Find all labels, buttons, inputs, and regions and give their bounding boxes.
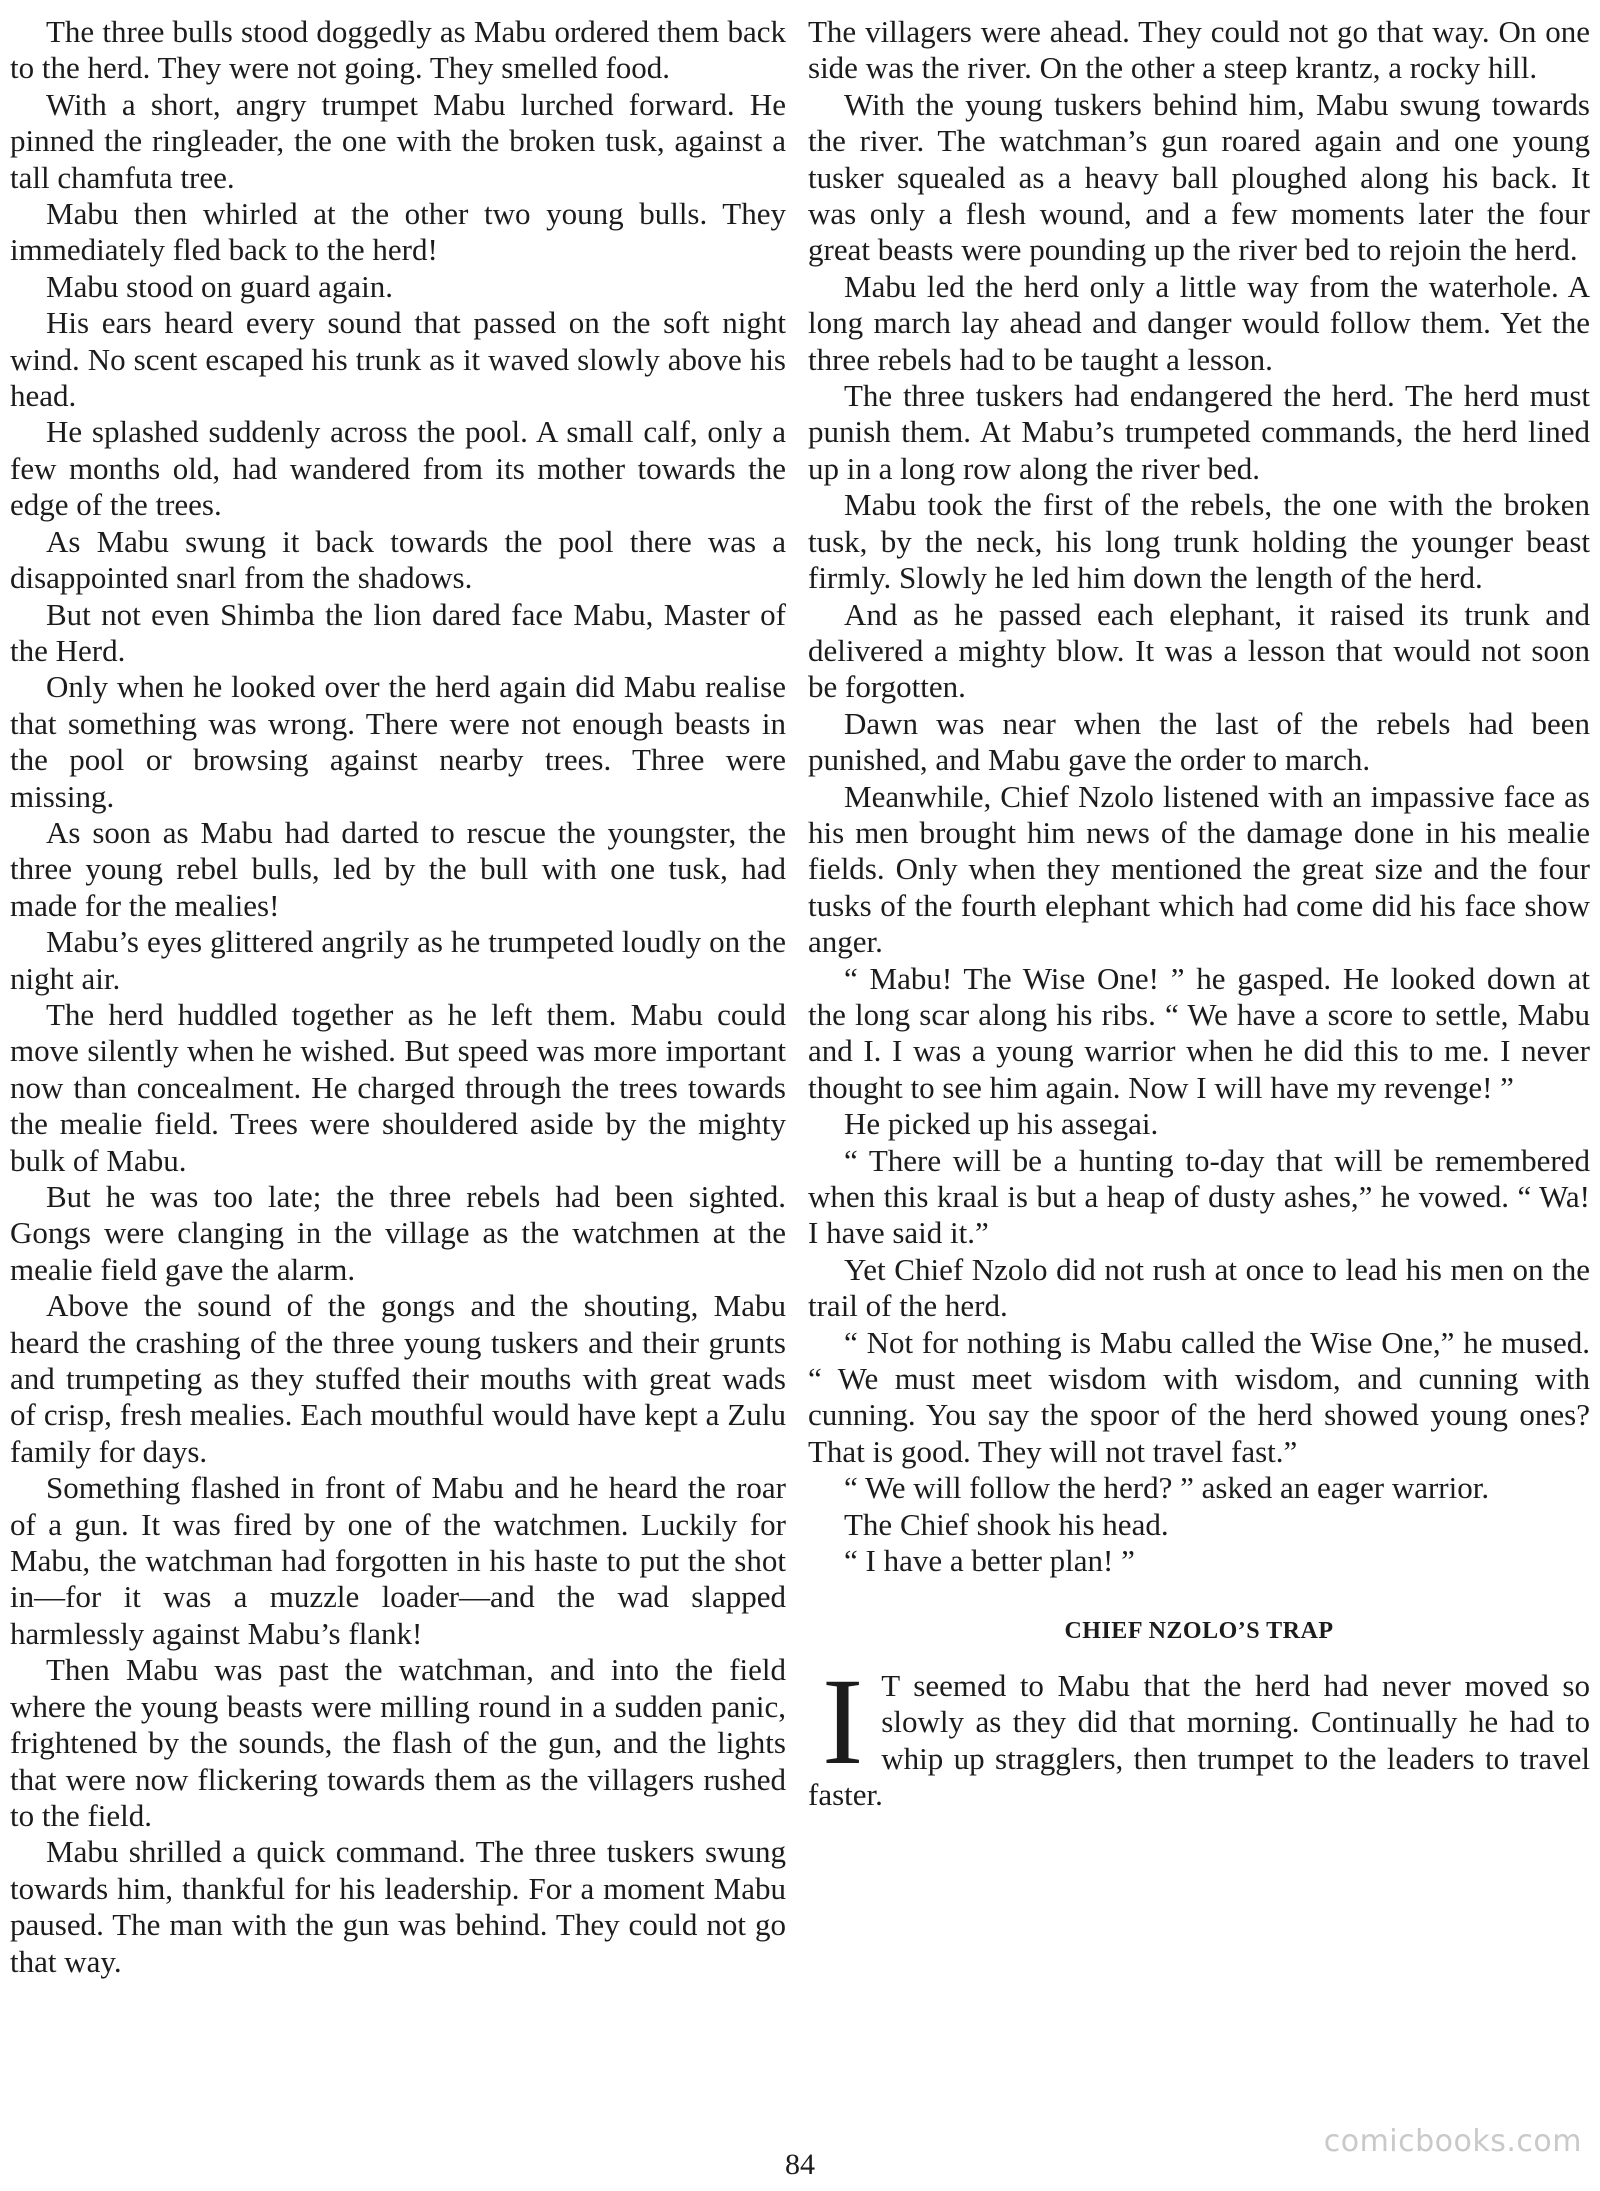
paragraph: Mabu’s eyes glittered angrily as he trumpeted loudly on the night air. (10, 924, 786, 996)
section-heading: CHIEF NZOLO’S TRAP (1064, 1618, 1334, 1645)
paragraph: Dawn was near when the last of the rebels had been punished, and Mabu gave the order to march. (808, 705, 1590, 778)
paragraph: Mabu then whirled at the other two young bulls. They immediately fled back to the herd! (10, 196, 786, 268)
paragraph: Mabu led the herd only a little way from the waterhole. A long march lay ahead and danger would follow them. Yet the three rebels had to be taught a lesson. (808, 268, 1590, 377)
paragraph: With the young tuskers behind him, Mabu swung towards the river. The watchman’s gun roared again and one young tusker squealed as a heavy ball ploughed along his back. It was only a flesh wound, and a few moments later the four great beasts were pounding up the river bed to rejoin the herd. (808, 86, 1590, 268)
right-column (808, 14, 1590, 1814)
paragraph: Mabu took the first of the rebels, the one with the broken tusk, by the neck, his long trunk holding the younger beast firmly. Slowly he led him down the length of the herd. (808, 487, 1590, 596)
paragraph: “ Mabu! The Wise One! ” he gasped. He looked down at the long scar along his ribs. “ We have a score to settle, Mabu and I. I was a young warrior when he did this to me. I never thought to see him again. Now I will have my revenge! ” (808, 960, 1590, 1105)
continued-paragraph: The villagers were ahead. They could not go that way. On one side was the river. On the other a steep krantz, a rocky hill. (808, 14, 1590, 86)
paragraph: “ Not for nothing is Mabu called the Wise One,” he mused. “ We must meet wisdom with wisdom, and cunning with cunning. You say the spoor of the herd showed young ones? That is good. They will not travel fast.” (808, 1324, 1590, 1469)
paragraph: As Mabu swung it back towards the pool there was a disappointed snarl from the shadows. (10, 523, 786, 596)
paragraph: As soon as Mabu had darted to rescue the youngster, the three young rebel bulls, led by the bull with one tusk, had made for the mealies! (10, 814, 786, 923)
paragraph: And as he passed each elephant, it raised its trunk and delivered a mighty blow. It was a lesson that would not soon be forgotten. (808, 596, 1590, 705)
paragraph: With a short, angry trumpet Mabu lurched forward. He pinned the ringleader, the one with the broken tusk, against a tall chamfuta tree. (10, 86, 786, 195)
paragraph: Yet Chief Nzolo did not rush at once to lead his men on the trail of the herd. (808, 1251, 1590, 1324)
opening-text: T seemed to Mabu that the herd had never moved so slowly as they did that morning. Continually he had to whip up stragglers, then trumpet to the leaders to travel faster. (808, 1667, 1590, 1813)
paragraph: Mabu stood on guard again. (46, 268, 393, 304)
paragraph: The three tuskers had endangered the herd. The herd must punish them. At Mabu’s trumpeted commands, the herd lined up in a long row along the river bed. (808, 378, 1590, 486)
paragraph: The Chief shook his head. (844, 1506, 1169, 1542)
watermark: comicbooks.com (1323, 2124, 1582, 2159)
paragraph: He picked up his assegai. (844, 1106, 1159, 1142)
left-column (10, 14, 786, 1980)
paragraph: “ We will follow the herd? ” asked an eager warrior. (844, 1470, 1490, 1506)
paragraph: Then Mabu was past the watchman, and into the field where the young beasts were milling round in a sudden panic, frightened by the sounds, the flash of the gun, and the lights that were now flickering towards them as the villagers rushed to the field. (10, 1652, 786, 1833)
paragraph: But he was too late; the three rebels had been sighted. Gongs were clanging in the village as the watchmen at the mealie field gave the alarm. (10, 1179, 786, 1287)
page-number: 84 (785, 2148, 815, 2181)
paragraph: Something flashed in front of Mabu and he heard the roar of a gun. It was fired by one of the watchmen. Luckily for Mabu, the watchman had forgotten in his haste to put the shot in—for it was a muzzle loader—and the wad slapped harmlessly against Mabu’s flank! (10, 1470, 786, 1651)
paragraph: “ I have a better plan! ” (844, 1543, 1135, 1579)
paragraph: His ears heard every sound that passed on the soft night wind. No scent escaped his trunk as it waved slowly above his head. (10, 305, 786, 414)
paragraph: Only when he looked over the herd again did Mabu realise that something was wrong. There were not enough beasts in the pool or browsing against nearby trees. Three were missing. (10, 669, 786, 814)
paragraph: Mabu shrilled a quick command. The three tuskers swung towards him, thankful for his leadership. For a moment Mabu paused. The man with the gun was behind. They could not go that way. (10, 1834, 786, 1979)
paragraph: He splashed suddenly across the pool. A small calf, only a few months old, had wandered from its mother towards the edge of the trees. (10, 414, 786, 523)
paragraph: Above the sound of the gongs and the shouting, Mabu heard the crashing of the three young tuskers and their grunts and trumpeting as they stuffed their mouths with great wads of crisp, fresh mealies. Each mouthful would have kept a Zulu family for days. (10, 1288, 786, 1469)
paragraph: But not even Shimba the lion dared face Mabu, Master of the Herd. (10, 596, 786, 668)
paragraph: The herd huddled together as he left them. Mabu could move silently when he wished. But speed was more important now than concealment. He charged through the trees towards the mealie field. Trees were shouldered aside by the mighty bulk of Mabu. (10, 996, 786, 1178)
drop-cap: I (822, 1652, 864, 1790)
paragraph: Meanwhile, Chief Nzolo listened with an impassive face as his men brought him news of the damage done in his mealie fields. Only when they mentioned the great size and the four tusks of the fourth elephant which had come did his face show anger. (808, 778, 1590, 960)
paragraph: “ There will be a hunting to-day that will be remembered when this kraal is but a heap of dusty ashes,” he vowed. “ Wa! I have said it.” (808, 1142, 1590, 1251)
opening-paragraph (808, 1652, 1590, 1814)
paragraph: The three bulls stood doggedly as Mabu ordered them back to the herd. They were not going. They smelled food. (10, 14, 786, 86)
